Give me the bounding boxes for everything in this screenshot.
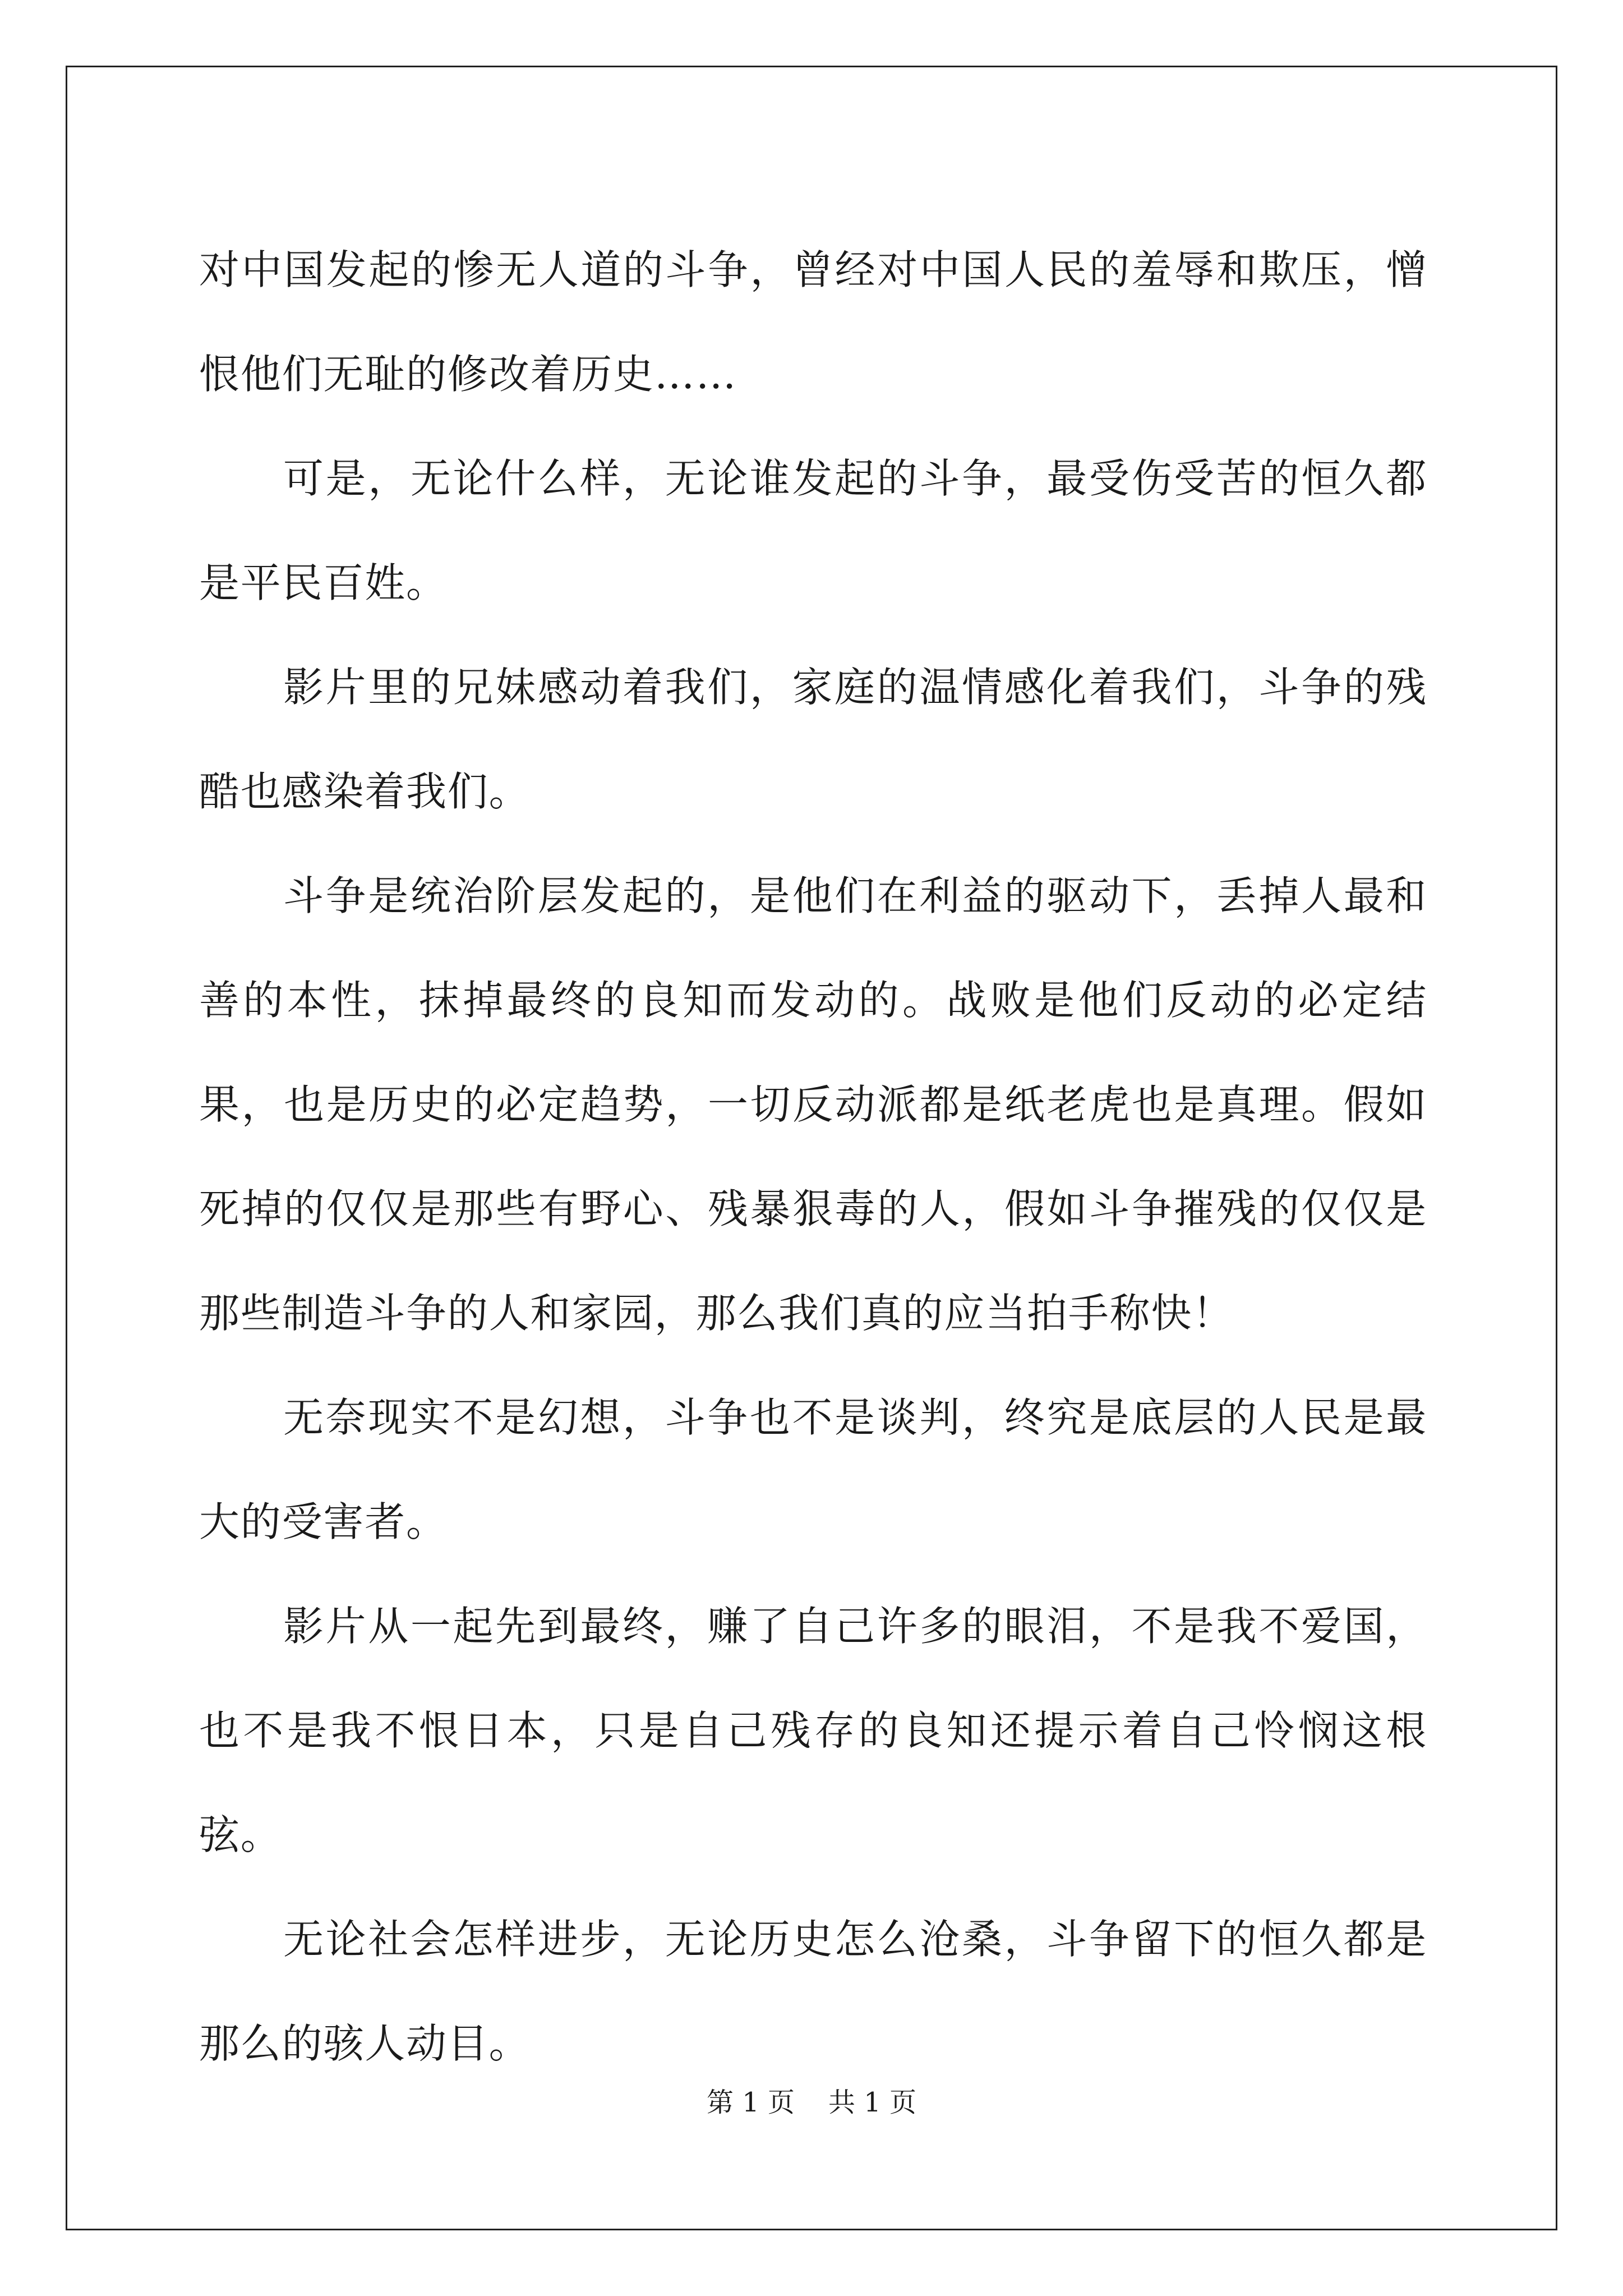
- page-number-total: 共 1 页: [828, 2087, 917, 2118]
- paragraph-6: 影片从一起先到最终，赚了自己许多的眼泪，不是我不爱国，也不是我不恨日本，只是自己残存的良知还提示着自己怜悯这根弦。: [199, 1603, 1427, 1858]
- paragraph-4: 斗争是统治阶层发起的，是他们在利益的驱动下，丢掉人最和善的本性，抹掉最终的良知而发动的。战败是他们反动的必定结果，也是历史的必定趋势，一切反动派都是纸老虎也是真理。假如死掉的仅仅是那些有野心、残暴狠毒的人，假如斗争摧残的仅仅是那些制造斗争的人和家园，那么我们真的应当拍手称快！: [199, 872, 1427, 1337]
- page-number-current: 第 1 页: [706, 2087, 795, 2118]
- paragraph-3: 影片里的兄妹感动着我们，家庭的温情感化着我们，斗争的残酷也感染着我们。: [199, 664, 1427, 815]
- paragraph-5: 无奈现实不是幻想，斗争也不是谈判，终究是底层的人民是最大的受害者。: [199, 1394, 1427, 1545]
- paragraph-7: 无论社会怎样进步，无论历史怎么沧桑，斗争留下的恒久都是那么的骇人动目。: [199, 1916, 1427, 2067]
- page-footer: [0, 2086, 1623, 2119]
- paragraph-1: 对中国发起的惨无人道的斗争，曾经对中国人民的羞辱和欺压，憎恨他们无耻的修改着历史……: [199, 246, 1427, 398]
- paragraph-2: 可是，无论什么样，无论谁发起的斗争，最受伤受苦的恒久都是平民百姓。: [199, 455, 1427, 606]
- document-body: [199, 218, 1427, 2096]
